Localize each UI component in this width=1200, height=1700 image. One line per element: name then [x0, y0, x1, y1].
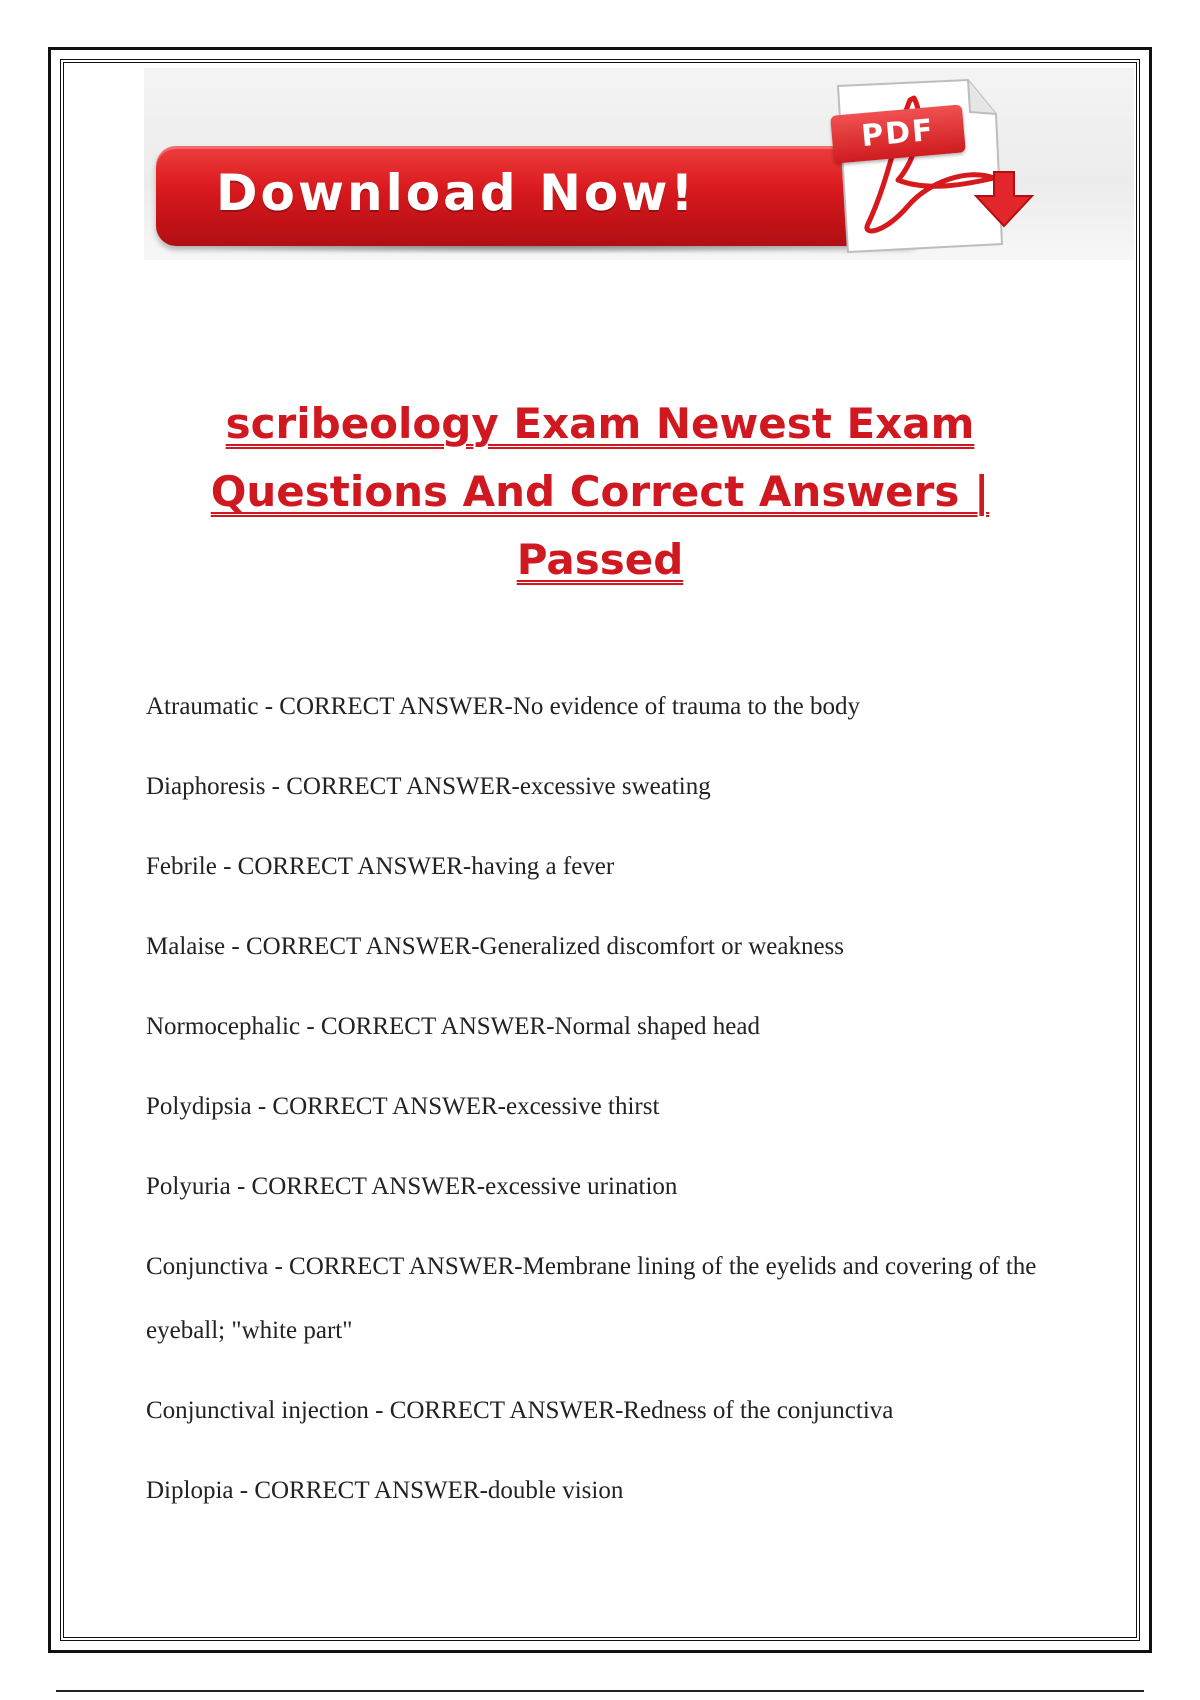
pdf-document-icon[interactable] [818, 74, 1118, 264]
document-title: scribeology Exam Newest Exam Questions And Correct Answers | Passed [210, 399, 990, 584]
qa-item: Polyuria - CORRECT ANSWER-excessive urination [146, 1173, 678, 1200]
qa-item: Normocephalic - CORRECT ANSWER-Normal shaped head [146, 1013, 761, 1040]
qa-item: Diplopia - CORRECT ANSWER-double vision [146, 1477, 624, 1504]
bottom-rule [56, 1690, 1144, 1692]
qa-item: Polydipsia - CORRECT ANSWER-excessive thirst [146, 1093, 660, 1120]
download-now-label: Download Now! [216, 164, 697, 222]
qa-item: Malaise - CORRECT ANSWER-Generalized discomfort or weakness [146, 933, 844, 960]
download-now-button[interactable] [156, 146, 926, 246]
qa-item: Diaphoresis - CORRECT ANSWER-excessive sweating [146, 773, 711, 800]
qa-item: Atraumatic - CORRECT ANSWER-No evidence of trauma to the body [146, 693, 860, 720]
qa-item: Febrile - CORRECT ANSWER-having a fever [146, 853, 615, 880]
pdf-badge: PDF [830, 104, 966, 163]
qa-item: Conjunctival injection - CORRECT ANSWER-Redness of the conjunctiva [146, 1397, 894, 1424]
qa-item: Conjunctiva - CORRECT ANSWER-Membrane lining of the eyelids and covering of the eyeball; "white part" [146, 1253, 1037, 1344]
qa-list [146, 675, 1066, 1539]
